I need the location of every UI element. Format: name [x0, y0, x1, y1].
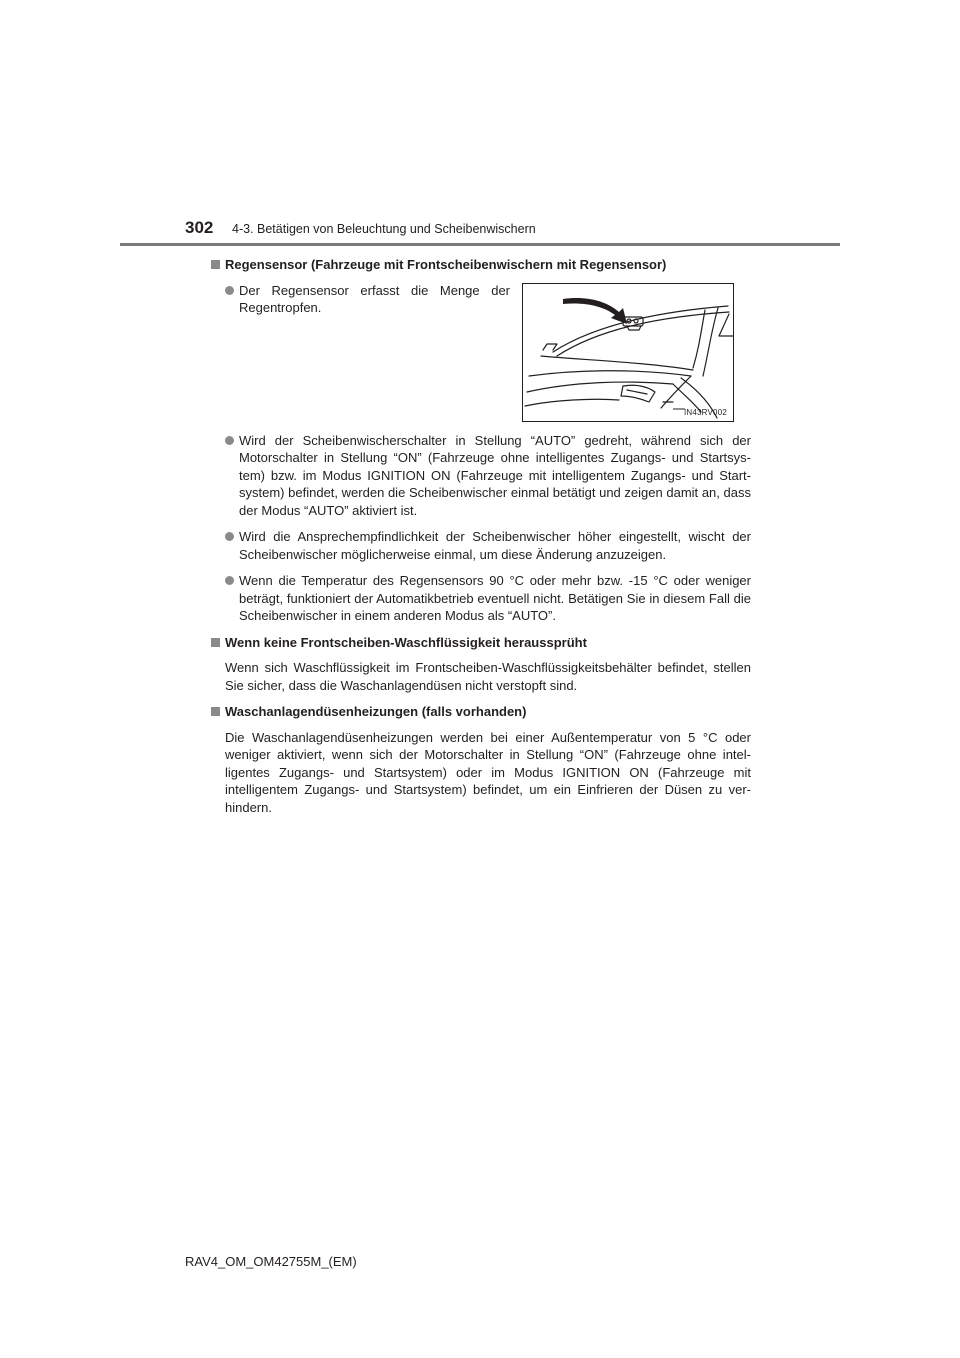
heading-text: Waschanlagendüsenheizungen (falls vorhanden)	[225, 704, 527, 719]
round-bullet-icon	[225, 576, 234, 585]
bullet-text: Wird die Ansprechempfindlichkeit der Scheibenwischer höher eingestellt, wischt der Scheibenwischer möglicherweise einmal, um diese Änderung anzuzeigen.	[239, 529, 751, 562]
section-title: 4-3. Betätigen von Beleuchtung und Scheibenwischern	[232, 222, 536, 236]
footer-document-id: RAV4_OM_OM42755M_(EM)	[185, 1254, 357, 1269]
rain-sensor-bullet-3	[211, 528, 751, 563]
square-bullet-icon	[211, 707, 220, 716]
pointer-arrow-icon	[563, 298, 627, 324]
no-washer-fluid-heading	[211, 634, 751, 652]
header-divider	[120, 243, 840, 246]
bullet-text: Der Regensensor erfasst die Menge der Regentropfen.	[239, 282, 510, 315]
square-bullet-icon	[211, 260, 220, 269]
heading-text: Regensensor (Fahrzeuge mit Frontscheibenwischern mit Regensensor)	[225, 257, 667, 272]
nozzle-heaters-heading	[211, 703, 751, 721]
nozzle-heaters-body: Die Waschanlagendüsenheizungen werden bei einer Außentemperatur von 5 °C oder weniger aktiviert, wenn sich der Motorschalter in Stellung “ON” (Fahrzeuge ohne intel-ligentes Zugangs- und Startsystem) oder im Modus IGNITION ON (Fahrzeuge mit intelligentem Zugangs- und Startsystem) befindet, um ein Einfrieren der Düsen zu ver-hindern.	[225, 729, 751, 815]
no-washer-fluid-body: Wenn sich Waschflüssigkeit im Frontscheiben-Waschflüssigkeitsbehälter befindet, stellen Sie sicher, dass die Waschanlagendüsen nicht verstopft sind.	[225, 660, 751, 693]
figure-code-label: IN43RV002	[683, 408, 727, 417]
page-number: 302	[185, 218, 214, 237]
rain-sensor-heading	[211, 256, 751, 274]
bullet-text: Wird der Scheibenwischerschalter in Stellung “AUTO” gedreht, während sich der Motorschalter in Stellung “ON” (Fahrzeuge ohne intelligentes Zugangs- und Startsys-tem) bzw. im Modus IGNITION ON (Fahrzeuge mit intelligentem Zugangs- und Start-system) befindet, werden die Scheibenwischer einmal betätigt und zeigen damit an, dass der Modus “AUTO” aktiviert ist.	[239, 432, 751, 518]
rain-sensor-bullet-1	[211, 282, 510, 432]
rain-sensor-bullet-4	[211, 572, 751, 625]
heading-text: Wenn keine Frontscheiben-Waschflüssigkeit heraussprüht	[225, 634, 587, 650]
round-bullet-icon	[225, 436, 234, 445]
windshield-illustration	[523, 284, 733, 421]
round-bullet-icon	[225, 286, 234, 295]
square-bullet-icon	[211, 638, 220, 647]
rain-sensor-bullet-2	[211, 432, 751, 520]
round-bullet-icon	[225, 532, 234, 541]
bullet-text: Wenn die Temperatur des Regensensors 90 °C oder mehr bzw. -15 °C oder weniger beträgt, funktioniert der Automatikbetrieb eventuell nicht. Betätigen Sie in diesem Fall die Scheibenwischer in einem anderen Modus als “AUTO”.	[239, 573, 751, 623]
rain-sensor-figure	[522, 283, 734, 422]
